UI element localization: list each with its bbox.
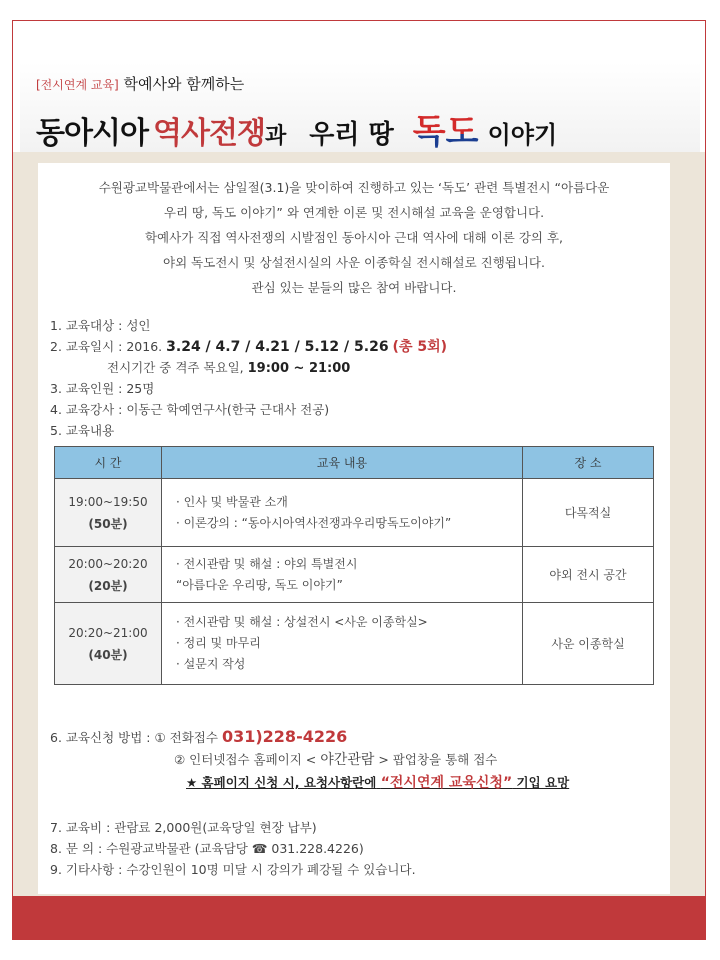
intro-line: 우리 땅, 독도 이야기” 와 연계한 이론 및 전시해설 교육을 운영합니다. — [163, 205, 545, 220]
online-pre: ② 인터넷접수 홈페이지 < — [174, 752, 317, 767]
table-row — [55, 479, 654, 547]
intro-line: 관심 있는 분들의 많은 참여 바랍니다. — [251, 280, 457, 295]
row-content — [162, 547, 523, 603]
header-place: 장 소 — [523, 447, 654, 479]
time-duration: (50분) — [88, 516, 128, 531]
item-other: 9. 기타사항 : 수강인원이 10명 미달 시 강의가 폐강될 수 있습니다. — [50, 862, 416, 877]
subtitle — [36, 73, 244, 94]
online-menu: 야간관람 — [320, 752, 375, 768]
title-history-war: 역사전쟁 — [153, 116, 265, 151]
row-place: 다목적실 — [523, 479, 654, 547]
row-place: 사운 이종학실 — [523, 603, 654, 685]
note-red: “전시연계 교육신청” — [380, 775, 513, 791]
row-time — [55, 479, 162, 547]
apply-section — [50, 725, 660, 794]
schedule-table — [54, 446, 654, 685]
title-and: 과 — [264, 124, 287, 149]
schedule-total: (총 5회) — [392, 339, 448, 355]
apply-note — [50, 771, 660, 794]
schedule-time: 19:00 ~ 21:00 — [247, 361, 351, 376]
note-post: 기입 요망 — [516, 775, 570, 790]
apply-label: 6. 교육신청 방법 : ① 전화접수 — [50, 730, 218, 745]
footer-band — [13, 896, 705, 939]
header-content: 교육 내용 — [162, 447, 523, 479]
table-row — [55, 547, 654, 603]
item-contact: 8. 문 의 : 수원광교박물관 (교육담당 ☎ 031.228.4226) — [50, 841, 364, 856]
title-east-asia: 동아시아 — [36, 116, 148, 151]
schedule-sub-label: 전시기간 중 격주 목요일, — [107, 360, 244, 375]
content-line: “아름다운 우리땅, 독도 이야기” — [176, 577, 343, 592]
title-dokdo: 독도 — [412, 112, 479, 152]
time-duration: (40분) — [88, 647, 128, 662]
subtitle-tag: [전시연계 교육] — [36, 78, 119, 92]
subtitle-text: 학예사와 함께하는 — [123, 75, 245, 93]
row-time — [55, 603, 162, 685]
time-range: 20:00~20:20 — [68, 556, 148, 571]
content-panel — [38, 163, 670, 894]
intro-line: 야외 독도전시 및 상설전시실의 사운 이종학실 전시해설로 진행됩니다. — [163, 255, 545, 270]
bottom-info — [50, 817, 660, 880]
row-place: 야외 전시 공간 — [523, 547, 654, 603]
content-line: · 전시관람 및 해설 : 야외 특별전시 — [176, 556, 358, 571]
item-schedule — [50, 336, 660, 357]
intro-line: 수원광교박물관에서는 삼일절(3.1)을 맞이하여 진행하고 있는 ‘독도’ 관련 특별전시 “아름다운 — [98, 180, 610, 195]
schedule-label: 2. 교육일시 : 2016. — [50, 339, 163, 354]
row-content — [162, 603, 523, 685]
item-schedule-sub — [50, 357, 660, 378]
item-target: 1. 교육대상 : 성인 — [50, 318, 151, 333]
intro-line: 학예사가 직접 역사전쟁의 시발점인 동아시아 근대 역사에 대해 이론 강의 후, — [144, 230, 564, 245]
schedule-dates: 3.24 / 4.7 / 4.21 / 5.12 / 5.26 — [166, 339, 389, 355]
table-row — [55, 603, 654, 685]
row-content — [162, 479, 523, 547]
main-title — [36, 104, 557, 153]
row-time — [55, 547, 162, 603]
content-line: · 이론강의 : “동아시아역사전쟁과우리땅독도이야기” — [176, 515, 452, 530]
item-contents: 5. 교육내용 — [50, 423, 115, 438]
content-line: · 전시관람 및 해설 : 상설전시 <사운 이종학실> — [176, 615, 428, 629]
info-list — [50, 315, 660, 441]
header-time: 시 간 — [55, 447, 162, 479]
note-pre: ★ 홈페이지 신청 시, 요청사항란에 — [186, 775, 377, 790]
item-instructor: 4. 교육강사 : 이동근 학예연구사(한국 근대사 전공) — [50, 402, 330, 417]
content-line: · 인사 및 박물관 소개 — [176, 494, 288, 509]
time-range: 19:00~19:50 — [68, 494, 148, 509]
phone-number: 031)228-4226 — [221, 727, 348, 746]
table-header-row — [55, 447, 654, 479]
apply-phone — [50, 725, 660, 748]
time-duration: (20분) — [88, 578, 128, 593]
content-line: · 정리 및 마무리 — [176, 636, 261, 650]
item-capacity: 3. 교육인원 : 25명 — [50, 381, 155, 396]
item-fee: 7. 교육비 : 관람료 2,000원(교육당일 현장 납부) — [50, 820, 317, 835]
time-range: 20:20~21:00 — [68, 625, 148, 640]
online-post: > 팝업창을 통해 접수 — [378, 752, 498, 767]
title-our-land: 우리 땅 — [309, 120, 394, 150]
title-story: 이야기 — [487, 120, 558, 149]
content-line: · 설문지 작성 — [176, 657, 246, 671]
apply-online — [50, 748, 660, 771]
intro-paragraph — [38, 175, 670, 300]
